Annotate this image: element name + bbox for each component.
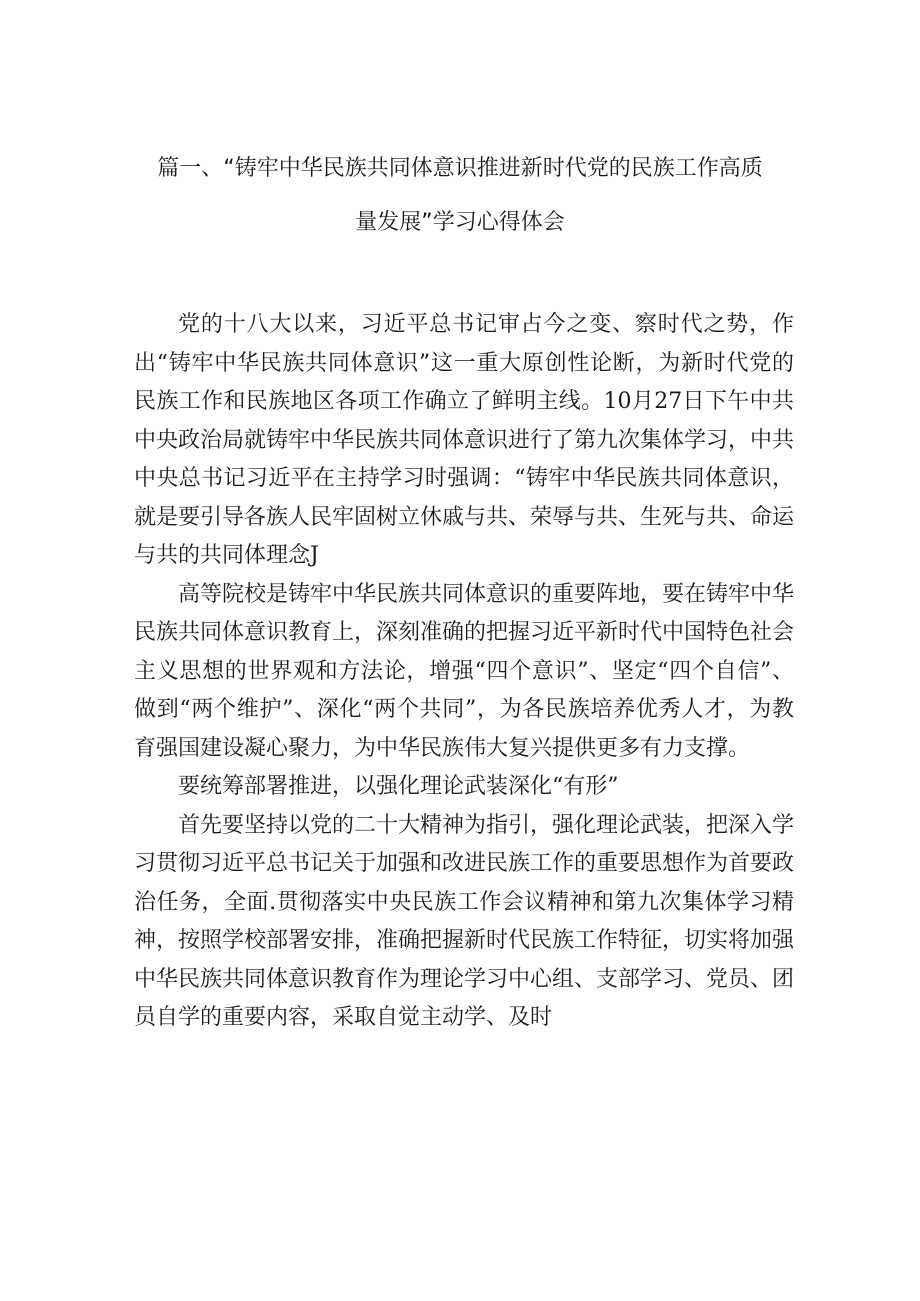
paragraph-section-heading: 要统筹部署推进，以强化理论武装深化“有形” [178,774,619,799]
document-title [130,142,790,250]
paragraph-theory: 首先要坚持以党的二十大精神为指引，强化理论武装，把深入学习贯彻习近平总书记关于加强和改进民族工作的重要思想作为首要政治任务，全面.贯彻落实中央民族工作会议精神和第九次集体学习精神，按照学校部署安排，准确把握新时代民族工作特征，切实将加强中华民族共同体意识教育作为理论学习中心组、支部学习、党员、团员自学的重要内容，采取自觉主动学、及时 [134,812,795,1030]
paragraph-universities: 高等院校是铸牢中华民族共同体意识的重要阵地，要在铸牢中华民族共同体意识教育上，深刻准确的把握习近平新时代中国特色社会主义思想的世界观和方法论，增强“四个意识”、坚定“四个自信”、做到“两个维护”、深化“两个共同”，为各民族培养优秀人才，为教育强国建设凝心聚力，为中华民族伟大复兴提供更多有力支撑。 [134,581,795,761]
title-line-1: 篇一、“铸牢中华民族共同体意识推进新时代党的民族工作高质 [157,156,763,181]
title-line-2: 量发展”学习心得体会 [355,210,565,235]
document-body [134,306,794,1038]
paragraph-intro: 党的十八大以来，习近平总书记审占今之变、察时代之势，作出“铸牢中华民族共同体意识”这一重大原创性论断，为新时代党的民族工作和民族地区各项工作确立了鲜明主线。10月27日下午中共中央政治局就铸牢中华民族共同体意识进行了第九次集体学习，中共中央总书记习近平在主持学习时强调：“铸牢中华民族共同体意识，就是要引导各族人民牢固树立休戚与共、荣辱与共、生死与共、命运与共的共同体理念J [134,312,795,568]
